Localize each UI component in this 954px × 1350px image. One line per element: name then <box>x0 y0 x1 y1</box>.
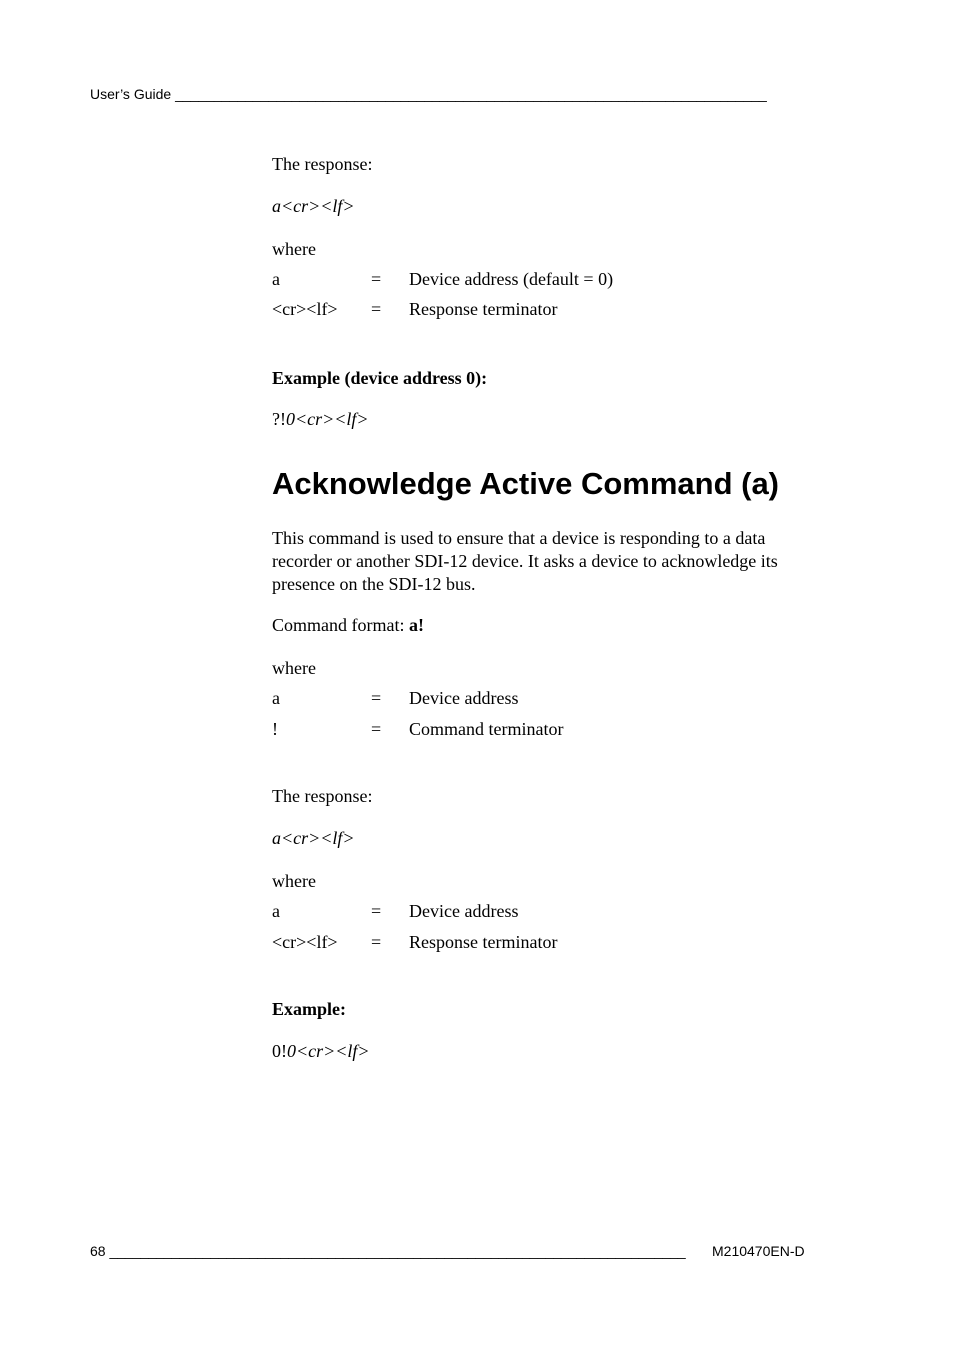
definition-symbol: ! <box>272 719 278 739</box>
response-label: The response: <box>272 154 373 174</box>
command-value: a! <box>408 615 424 635</box>
definition-description: Device address <box>409 901 519 921</box>
definition-equals: = <box>371 719 382 739</box>
where-label: where <box>272 871 316 891</box>
example-prefix: ?! <box>272 409 286 429</box>
example-italic: 0<cr><lf> <box>285 409 369 429</box>
definition-row <box>272 901 832 923</box>
definition-symbol: a <box>272 269 280 289</box>
definition-equals: = <box>371 269 382 289</box>
response-value: a<cr><lf> <box>272 196 355 216</box>
definition-equals: = <box>371 932 382 952</box>
response-value: a<cr><lf> <box>272 828 355 848</box>
example-prefix: 0! <box>272 1041 287 1061</box>
example-label: Example (device address 0): <box>272 368 488 388</box>
response-label: The response: <box>272 786 373 806</box>
definition-symbol: <cr><lf> <box>272 932 338 952</box>
definition-equals: = <box>371 901 382 921</box>
where-label: where <box>272 658 316 678</box>
command-label: Command format: <box>272 615 409 635</box>
where-label: where <box>272 239 316 259</box>
page-header: User’s Guide ____________________________________________________________________________ <box>90 86 767 102</box>
definition-description: Device address <box>409 688 519 708</box>
example-value <box>272 409 369 430</box>
definition-equals: = <box>371 688 382 708</box>
definition-row <box>272 688 832 710</box>
definition-equals: = <box>371 299 382 319</box>
definition-row <box>272 269 832 291</box>
definition-symbol: a <box>272 688 280 708</box>
definition-description: Command terminator <box>409 719 564 739</box>
definition-symbol: a <box>272 901 280 921</box>
example-value <box>272 1041 370 1062</box>
section-paragraph: This command is used to ensure that a device is responding to a data recorder or another SDI-12 device. It asks a device to acknowledge its presence on the SDI-12 bus. <box>272 528 778 594</box>
definition-row <box>272 299 832 321</box>
document-id: M210470EN-D <box>712 1243 805 1259</box>
definition-row <box>272 932 832 954</box>
definition-symbol: <cr><lf> <box>272 299 338 319</box>
page-number: 68 __________________________________________________________________________ <box>90 1243 686 1259</box>
section-heading: Acknowledge Active Command (a) <box>272 466 780 501</box>
definition-description: Response terminator <box>409 932 558 952</box>
example-italic: 0<cr><lf> <box>287 1041 370 1061</box>
example-label: Example: <box>272 999 346 1019</box>
definition-description: Response terminator <box>409 299 558 319</box>
command-format <box>272 615 424 636</box>
definition-description: Device address (default = 0) <box>409 269 614 289</box>
definition-row <box>272 719 832 741</box>
